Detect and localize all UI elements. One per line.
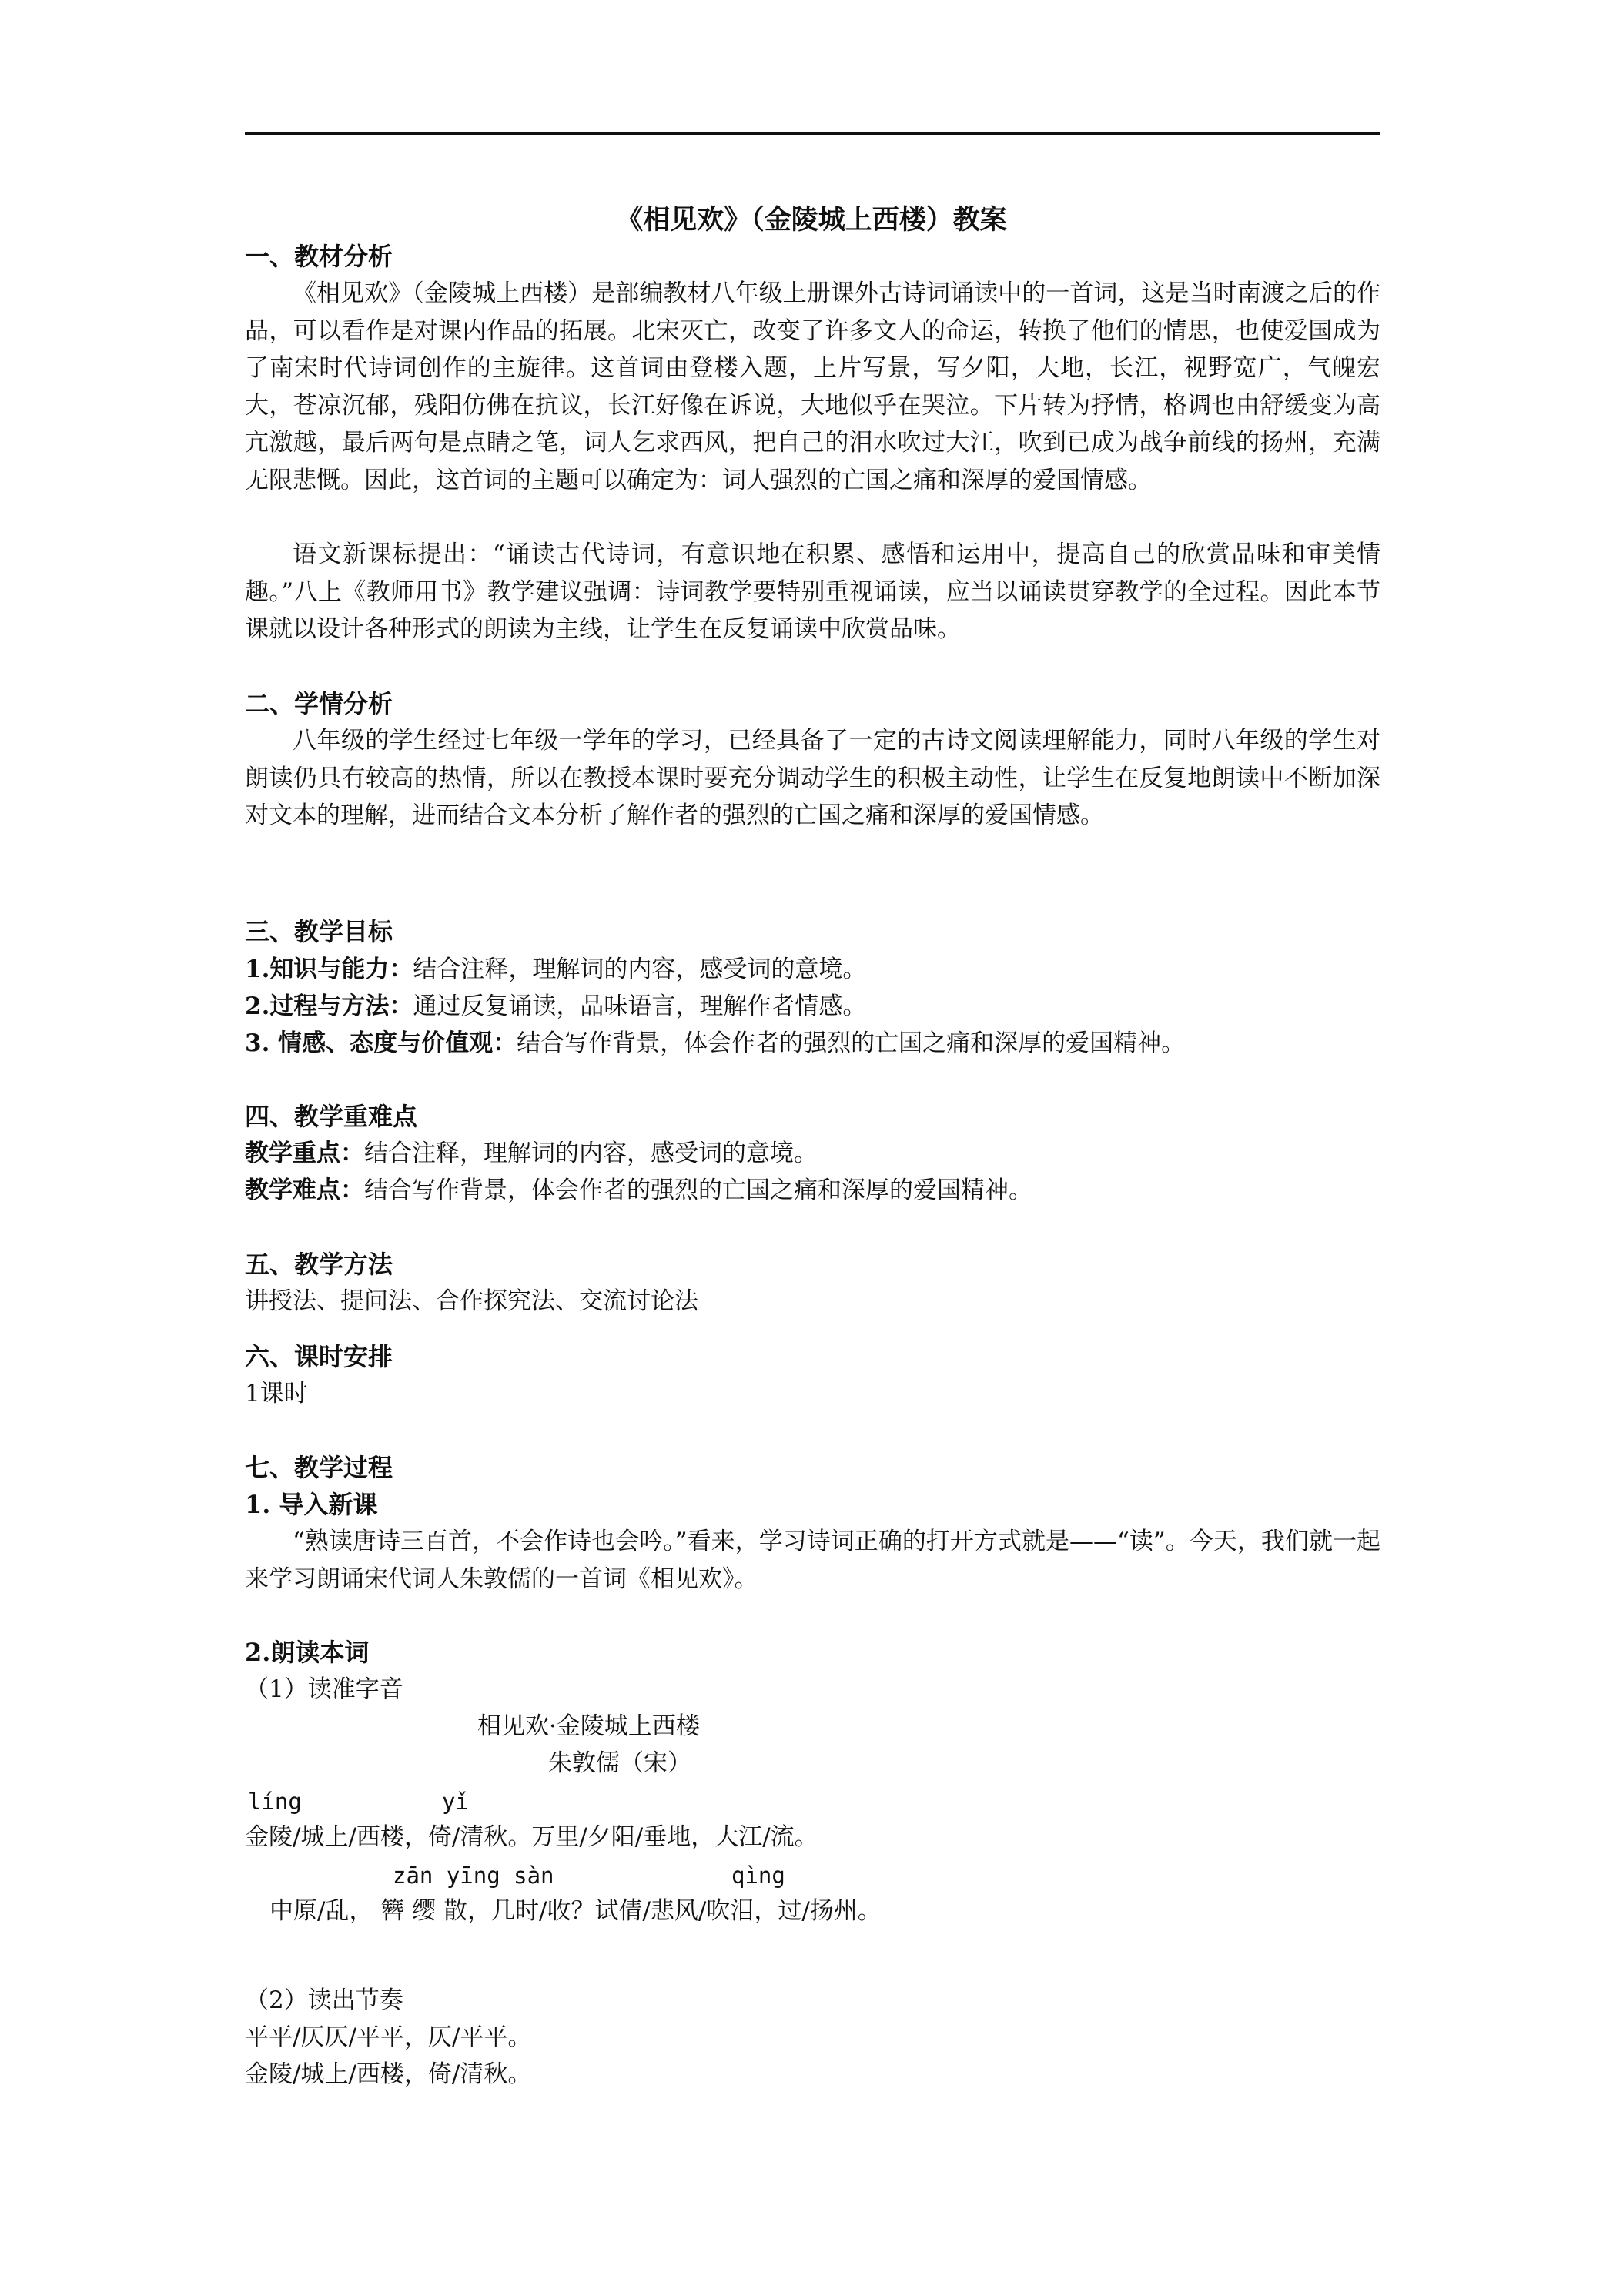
poem-title: 相见欢·金陵城上西楼 [477,1712,700,1740]
difficult-point [245,1172,1032,1209]
step-2-heading: 2.朗读本词 [245,1638,370,1667]
objective-1-label: 1.知识与能力： [245,956,413,983]
section-heading-process: 七、教学过程 [245,1453,393,1482]
document-title: 《相见欢》（金陵城上西楼）教案 [616,204,1007,236]
section-heading-methods: 五、教学方法 [245,1250,393,1279]
key-point [245,1135,818,1172]
key-point-text: 结合注释，理解词的内容，感受词的意境。 [364,1140,818,1167]
materials-paragraph-1: 《相见欢》（金陵城上西楼）是部编教材八年级上册课外古诗词诵读中的一首词，这是当时南渡之后的作品，可以看作是对课内作品的拓展。北宋灭亡，改变了许多文人的命运，转换了他们的情思，也使爱国成为了南宋时代诗词创作的主旋律。这首词由登楼入题，上片写景，写夕阳，大地，长江，视野宽广，气魄宏大，苍凉沉郁，残阳仿佛在抗议，长江好像在诉说，大地似乎在哭泣。下片转为抒情，格调也由舒缓变为高亢激越，最后两句是点睛之笔，词人乞求西风，把自己的泪水吹过大江，吹到已成为战争前线的扬州，充满无限悲慨。因此，这首词的主题可以确定为：词人强烈的亡国之痛和深厚的爱国情感。 [245,279,1380,494]
pinyin-qing: qìng [731,1863,785,1889]
objective-2 [245,988,866,1025]
objective-2-label: 2.过程与方法： [245,992,413,1020]
objective-3 [245,1025,1185,1062]
objective-3-label: 3. 情感、态度与价值观： [245,1029,517,1057]
materials-paragraph-2: 语文新课标提出：“诵读古代诗词，有意识地在积累、感悟和运用中，提高自己的欣赏品味和审美情趣。”八上《教师用书》教学建议强调：诗词教学要特别重视诵读，应当以诵读贯穿教学的全过程。因此本节课就以设计各种形式的朗读为主线，让学生在反复诵读中欣赏品味。 [245,541,1380,643]
rhythm-example: 金陵/城上/西楼，倚/清秋。 [245,2060,532,2088]
objective-1 [245,951,866,988]
objective-1-text: 结合注释，理解词的内容，感受词的意境。 [413,956,867,983]
step-1-paragraph: “熟读唐诗三百首，不会作诗也会吟。”看来，学习诗词正确的打开方式就是——“读”。今天，我们就一起来学习朗诵宋代词人朱敦儒的一首词《相见欢》。 [245,1528,1380,1593]
step-1-heading: 1. 导入新课 [245,1490,378,1519]
section-heading-objectives: 三、教学目标 [245,917,393,946]
methods-text: 讲授法、提问法、合作探究法、交流讨论法 [245,1287,698,1315]
poem-line-2: 中原/乱， 簪 缨 散，几时/收？试倩/悲风/吹泪，过/扬州。 [269,1897,882,1925]
pinyin-zan-ying-san: zān yīng sàn [393,1863,554,1889]
rhythm-pattern: 平平/仄仄/平平，仄/平平。 [245,2023,532,2051]
section-heading-materials: 一、教材分析 [245,242,393,271]
pinyin-yi: yǐ [442,1789,469,1815]
difficult-point-text: 结合写作背景，体会作者的强烈的亡国之痛和深厚的爱国精神。 [364,1176,1032,1204]
substep-rhythm: （2）读出节奏 [245,1986,403,2014]
pinyin-ling: líng [248,1789,302,1815]
section-heading-schedule: 六、课时安排 [245,1342,393,1371]
objective-2-text: 通过反复诵读，品味语言，理解作者情感。 [413,992,867,1020]
section-heading-students: 二、学情分析 [245,689,393,718]
header-rule [245,132,1380,135]
substep-pronunciation: （1）读准字音 [245,1675,403,1703]
difficult-point-label: 教学难点： [245,1176,364,1204]
schedule-text: 1课时 [245,1380,308,1407]
objective-3-text: 结合写作背景，体会作者的强烈的亡国之痛和深厚的爱国精神。 [517,1029,1186,1057]
poem-author: 朱敦儒（宋） [548,1749,691,1777]
key-point-label: 教学重点： [245,1140,364,1167]
students-paragraph: 八年级的学生经过七年级一学年的学习，已经具备了一定的古诗文阅读理解能力，同时八年级的学生对朗读仍具有较高的热情，所以在教授本课时要充分调动学生的积极主动性，让学生在反复地朗读中不断加深对文本的理解，进而结合文本分析了解作者的强烈的亡国之痛和深厚的爱国情感。 [245,727,1380,829]
poem-line-1: 金陵/城上/西楼，倚/清秋。万里/夕阳/垂地，大江/流。 [245,1823,818,1851]
section-heading-key-points: 四、教学重难点 [245,1102,418,1131]
